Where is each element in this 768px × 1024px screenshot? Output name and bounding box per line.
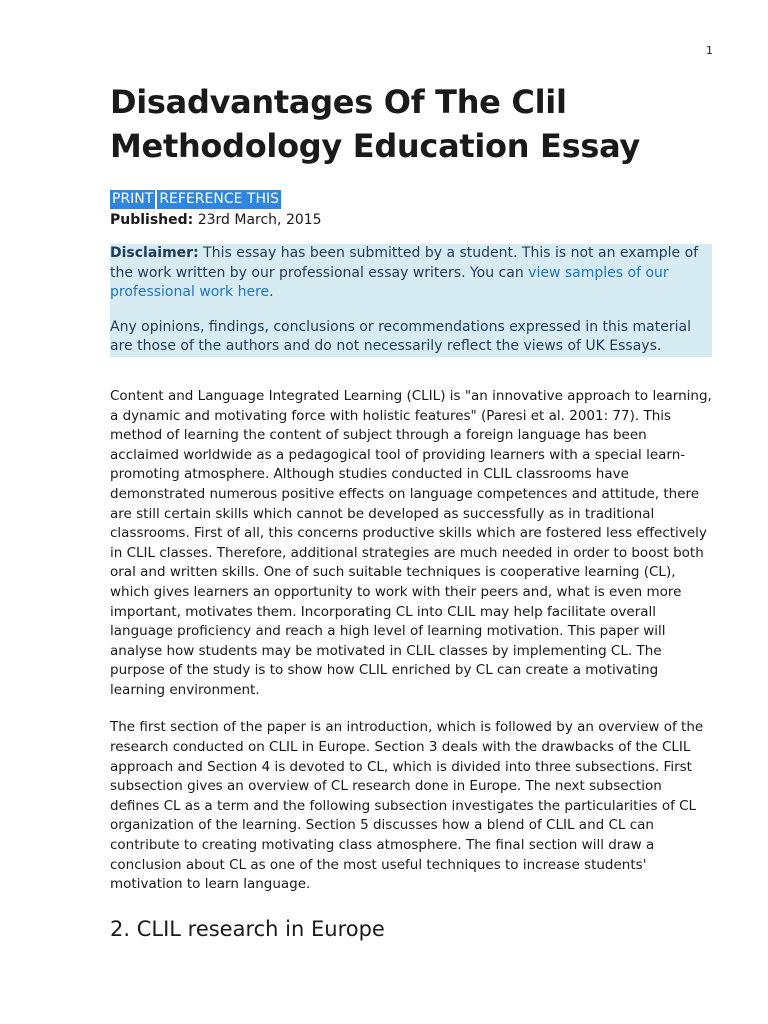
opinion-disclaimer: Any opinions, findings, conclusions or recommendations expressed in this material are those of the authors and do not necessarily reflect the views of UK Essays. <box>110 318 691 355</box>
article <box>110 80 712 943</box>
published-date: 23rd March, 2015 <box>197 212 322 228</box>
print-button[interactable]: PRINT <box>112 191 154 207</box>
reference-this-button[interactable]: REFERENCE THIS <box>159 191 280 207</box>
disclaimer-text: This essay has been submitted by a student. This is not an example of the work written by our professional essay writers. You can <box>110 245 699 281</box>
body-paragraph-1: Content and Language Integrated Learning (CLIL) is "an innovative approach to learning, a dynamic and motivating force with holistic features" (Paresi et al. 2001: 77). This method of learning the content of subject through a foreign language has been acclaimed worldwide as a pedagogical tool of providing learners with a special learn-promoting atmosphere. Although studies conducted in CLIL classrooms have demonstrated numerous positive effects on language competences and attitude, there are still certain skills which cannot be developed as successfully as in traditional classrooms. First of all, this concerns productive skills which are fostered less effectively in CLIL classes. Therefore, additional strategies are much needed in order to boost both oral and written skills. One of such suitable techniques is cooperative learning (CL), which gives learners an opportunity to work with their peers and, what is even more important, motivates them. Incorporating CL into CLIL may help facilitate overall language proficiency and reach a high level of learning motivation. This paper will analyse how students may be motivated in CLIL classes by implementing CL. The purpose of the study is to show how CLIL enriched by CL can create a motivating learning environment. <box>110 387 712 698</box>
view-samples-link[interactable]: view samples of our professional work here <box>110 264 669 301</box>
published-label: Published: <box>110 212 194 228</box>
disclaimer-label: Disclaimer: <box>110 245 199 261</box>
disclaimer-box <box>110 244 712 357</box>
disclaimer-paragraph <box>110 244 712 303</box>
page-title: Disadvantages Of The Clil Methodology Education Essay <box>110 83 640 165</box>
action-bar <box>110 188 712 208</box>
disclaimer-end: . <box>269 284 274 301</box>
body-paragraph-2: The first section of the paper is an introduction, which is followed by an overview of the research conducted on CLIL in Europe. Section 3 deals with the drawbacks of the CLIL approach and Section 4 is devoted to CL, which is divided into three subsections. First subsection gives an overview of CL research done in Europe. The next subsection defines CL as a term and the following subsection investigates the particularities of CL organization of the learning. Section 5 discusses how a blend of CLIL and CL can contribute to creating motivating class atmosphere. The final section will draw a conclusion about CL as one of the most useful techniques to increase students' motivation to learn language. <box>110 719 704 893</box>
page-number: 1 <box>706 44 713 57</box>
published-line <box>110 210 712 230</box>
section-heading: 2. CLIL research in Europe <box>110 916 385 941</box>
